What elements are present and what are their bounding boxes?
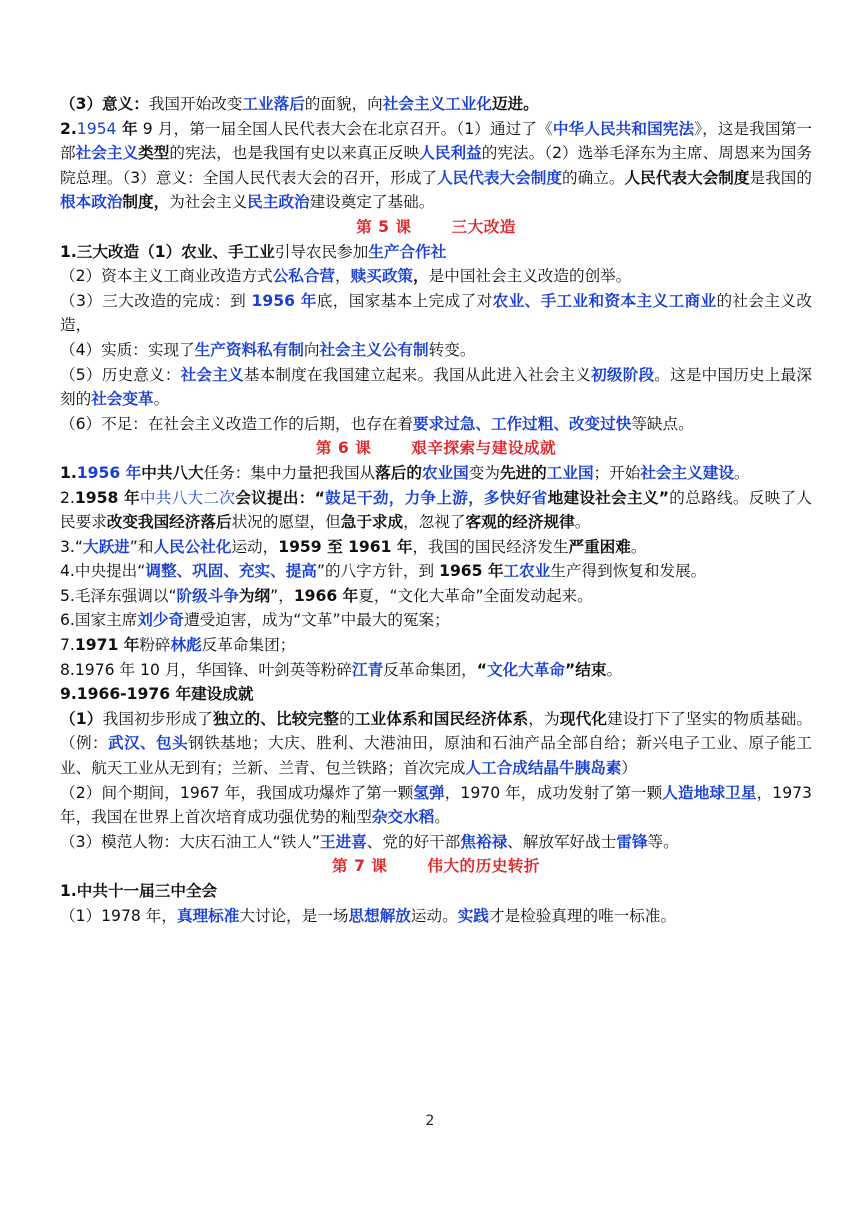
paragraph xyxy=(60,412,812,437)
text-run: 反革命集团， xyxy=(383,660,477,679)
key-term: 农业、手工业和资本主义工商业 xyxy=(492,291,717,310)
key-term: 王进喜 xyxy=(320,832,367,851)
paragraph xyxy=(60,461,812,486)
key-term: 初级阶段 xyxy=(591,365,655,384)
key-term: 工农业 xyxy=(503,562,551,581)
key-term: 社会主义 xyxy=(75,144,139,163)
text-run: 。 xyxy=(434,808,450,827)
key-term: 刘少奇 xyxy=(137,611,185,630)
text-run: 任务：集中力量把我国从 xyxy=(203,463,376,482)
paragraph xyxy=(60,289,812,338)
key-term: 民主政治 xyxy=(247,193,310,212)
text-run: 。 xyxy=(153,390,170,409)
key-term: 农业国 xyxy=(421,463,469,482)
bold-text: 1971 年 xyxy=(74,636,140,655)
text-run: （6）不足：在社会主义改造工作的后期，也存在着 xyxy=(60,414,413,433)
text-run: 为社会主义 xyxy=(169,193,248,212)
text-run: 。 xyxy=(630,537,647,556)
text-run: ，我国的国民经济发生 xyxy=(412,537,569,556)
text-run: 7. xyxy=(60,636,75,655)
paragraph xyxy=(60,584,812,609)
bold-text: 制度， xyxy=(122,193,170,212)
key-term: 思想解放 xyxy=(348,906,411,925)
text-run: 才是检验真理的唯一标准。 xyxy=(488,906,677,925)
bold-text: 地建设社会主义” xyxy=(547,488,670,507)
text-run: 。这是中国历史上最深刻的 xyxy=(60,365,812,409)
text-run: 、党的好干部 xyxy=(366,832,461,851)
text-run: ，1973 年，我国在世界上首次培育成功强优势的籼型 xyxy=(60,783,812,827)
bold-text: 独立的、比较完整 xyxy=(212,709,340,728)
key-term: 社会主义公有制 xyxy=(319,340,429,359)
key-term: 人工合成结晶牛胰岛素 xyxy=(465,759,622,778)
key-term: 人民代表大会制度 xyxy=(437,168,563,187)
text-run: 、解放军好战士 xyxy=(507,832,617,851)
key-term: 真理标准 xyxy=(176,906,240,925)
key-term: 实践 xyxy=(457,906,489,925)
paragraph xyxy=(60,633,812,658)
text-run: 底，国家基本上完成了对 xyxy=(316,291,493,310)
text-run: ， xyxy=(335,267,351,286)
text-run: 粉碎 xyxy=(139,636,171,655)
page-number: 2 xyxy=(425,1113,435,1129)
key-term: 氢弹 xyxy=(413,783,445,802)
paragraph xyxy=(60,904,812,929)
bold-text: 严重困难 xyxy=(568,537,631,556)
paragraph xyxy=(60,658,812,683)
text-run: （1）1978 年， xyxy=(60,906,177,925)
text-run: （3）三大改造的完成：到 xyxy=(60,291,252,310)
key-term: 根本政治 xyxy=(60,193,123,212)
text-run: 的社会主义改造， xyxy=(60,291,812,335)
lesson-title: 艰辛探索与建设成就 xyxy=(411,439,557,458)
key-term: 林彪 xyxy=(170,636,202,655)
text-run: 的宪法，也是我国有史以来真正反映 xyxy=(169,144,420,163)
text-run: 状况的愿望，但 xyxy=(231,513,341,532)
key-term: 文化大革命 xyxy=(487,660,566,679)
key-term: 鼓足干劲，力争上游，多快好省 xyxy=(324,488,548,507)
text-run: 反革命集团； xyxy=(201,636,296,655)
text-run: 。 xyxy=(574,513,591,532)
bold-text: 1966 年 xyxy=(293,586,359,605)
text-run: 等。 xyxy=(647,832,679,851)
key-term: 江青 xyxy=(352,660,384,679)
text-run: 生产得到恢复和发展。 xyxy=(550,562,707,581)
paragraph xyxy=(60,240,812,265)
key-term: 社会主义 xyxy=(180,365,244,384)
text-run: 是我国的 xyxy=(749,168,812,187)
text-run: 的确立。 xyxy=(562,168,625,187)
bold-text: 先进的 xyxy=(499,463,547,482)
key-term: 中华人民共和国宪法 xyxy=(552,119,695,138)
paragraph xyxy=(60,338,812,363)
lesson-number: 第 7 课 xyxy=(331,857,388,876)
text-run: ） xyxy=(621,759,638,778)
text-run: 6.国家主席 xyxy=(60,611,138,630)
bold-text: 1.中共十一届三中全会 xyxy=(60,882,218,900)
bold-text: （1） xyxy=(60,709,103,728)
text-run: 的面貌，向 xyxy=(304,95,383,113)
text-run: 钢铁基地；大庆、胜利、大港油田，原油和石油产品全部自给；新兴电子工业、原子能工业、航天工业从无到有；兰新、兰青、包兰铁路；首次完成 xyxy=(60,734,812,778)
lesson-title: 三大改造 xyxy=(451,217,516,236)
paragraph xyxy=(60,682,812,707)
key-term: 工业国 xyxy=(546,463,594,482)
text-run: （3）模范人物：大庆石油工人“铁人” xyxy=(60,832,320,851)
paragraph xyxy=(60,363,812,412)
text-run: （2）间个期间，1967 年，我国成功爆炸了第一颗 xyxy=(60,783,414,802)
key-term: 武汉、包头 xyxy=(108,734,189,753)
key-term: 雷锋 xyxy=(616,832,648,851)
text-run: 运动。 xyxy=(410,906,458,925)
key-term: 调整、巩固、充实、提高 xyxy=(145,562,317,581)
text-run: 。 xyxy=(606,660,623,679)
text-run: 的宪法。（2）选举毛泽东为主席、周恩来为国务院总理。（3）意义：全国人民代表大会的召开，形成了 xyxy=(60,144,812,187)
bold-text: 客观的经济规律 xyxy=(465,513,575,532)
text-run: 的 xyxy=(339,709,355,728)
text-run: 变为 xyxy=(468,463,500,482)
text-run: 5.毛泽东强调以“ xyxy=(60,586,177,605)
text-run: 向 xyxy=(303,340,320,359)
bold-text: 年 xyxy=(116,119,138,138)
text-run: 等缺点。 xyxy=(631,414,694,433)
bold-text: 会议提出：“ xyxy=(235,488,325,507)
key-term: 生产合作社 xyxy=(368,242,447,261)
key-term: 杂交水稻 xyxy=(371,808,435,827)
key-term: 社会主义工业化 xyxy=(382,95,492,113)
bold-text: ， xyxy=(413,267,429,286)
bold-text: “ xyxy=(476,660,488,679)
key-term: 1956 年 xyxy=(251,291,317,310)
key-term: 人造地球卫星 xyxy=(662,783,757,802)
text-run: 建设打下了坚实的物质基础。（例： xyxy=(60,709,812,753)
bold-text: 9.1966-1976 年建设成就 xyxy=(60,685,254,704)
text-run: 是中国社会主义改造的创举。 xyxy=(428,267,632,286)
text-run: 引导农民参加 xyxy=(274,242,369,261)
text-run: 我国初步形成了 xyxy=(102,709,213,728)
key-term: 1954 xyxy=(76,119,117,138)
paragraph xyxy=(60,781,812,830)
bold-text: ”结束 xyxy=(565,660,607,679)
paragraph xyxy=(60,879,812,904)
lesson-title: 伟大的历史转折 xyxy=(427,857,541,876)
paragraph xyxy=(60,264,812,289)
text-run: 2. xyxy=(60,488,75,507)
lesson-heading xyxy=(60,215,812,240)
key-term: 中共八大二次 xyxy=(139,488,236,507)
key-term: 社会主义建设 xyxy=(640,463,734,482)
bold-text: 落后的 xyxy=(375,463,422,482)
key-term: 阶级斗争 xyxy=(176,586,239,605)
bold-text: 改变我国经济落后 xyxy=(106,513,232,532)
bold-text: 中共八大 xyxy=(141,463,204,482)
text-run: 。 xyxy=(733,463,750,482)
key-term: 大跃进 xyxy=(82,537,130,556)
text-run: ，为 xyxy=(528,709,560,728)
bold-text: 1965 年 xyxy=(439,562,504,581)
key-term: 工业落后 xyxy=(242,95,305,113)
text-run: 运动， xyxy=(231,537,279,556)
text-run: （4）实质：实现了 xyxy=(60,340,195,359)
text-run: 转变。 xyxy=(428,340,476,359)
text-run: ；开始 xyxy=(593,463,641,482)
text-run: 我国开始改变 xyxy=(148,95,243,113)
key-term: 公私合营 xyxy=(272,267,336,286)
bold-text: 1959 至 1961 年 xyxy=(278,537,413,556)
text-run: ”的八字方针，到 xyxy=(316,562,440,581)
paragraph xyxy=(60,535,812,560)
paragraph xyxy=(60,117,812,215)
text-run: 8.1976 年 10 月，华国锋、叶剑英等粉碎 xyxy=(60,660,352,679)
bold-text: 1958 年 xyxy=(74,488,140,507)
text-run: 大讨论，是一场 xyxy=(239,906,349,925)
bold-text: 现代化 xyxy=(559,709,608,728)
lesson-heading xyxy=(60,436,812,461)
bold-text: （3）意义： xyxy=(60,95,149,113)
text-run: ，忽视了 xyxy=(403,513,466,532)
key-term: 要求过急、工作过粗、改变过快 xyxy=(412,414,632,433)
bold-text: 急于求成 xyxy=(340,513,404,532)
bold-text: 1. xyxy=(60,463,77,482)
key-term: 1956 年 xyxy=(76,463,142,482)
bold-text: 2. xyxy=(60,119,77,138)
key-term: 焦裕禄 xyxy=(460,832,508,851)
text-run: ，1970 年，成功发射了第一颗 xyxy=(444,783,663,802)
key-term: 人民利益 xyxy=(419,144,482,163)
key-term: 赎买政策 xyxy=(350,267,414,286)
paragraph xyxy=(60,559,812,584)
bold-text: 工业体系和国民经济体系 xyxy=(354,709,529,728)
paragraph xyxy=(60,707,812,781)
paragraph xyxy=(60,608,812,633)
key-term: 生产资料私有制 xyxy=(194,340,304,359)
paragraph xyxy=(60,830,812,855)
text-run: 遭受迫害，成为“文革”中最大的冤案； xyxy=(184,611,450,630)
paragraph xyxy=(60,486,812,535)
text-run: ”， xyxy=(270,586,294,605)
text-run: 的总路线。反映了人民要求 xyxy=(60,488,812,532)
text-run: 4.中央提出“ xyxy=(60,562,146,581)
bold-text: 1.三大改造（1）农业、手工业 xyxy=(60,242,275,261)
lesson-heading xyxy=(60,854,812,879)
bold-text: 迈进。 xyxy=(491,95,539,113)
text-run: 9 月，第一届全国人民代表大会在北京召开。（1）通过了《 xyxy=(137,119,553,138)
bold-text: 为纲 xyxy=(238,586,271,605)
key-term: 社会变革 xyxy=(91,390,154,409)
text-run: （2）资本主义工商业改造方式 xyxy=(60,267,273,286)
text-run: ”和 xyxy=(129,537,154,556)
text-run: 夏，“文化大革命”全面发动起来。 xyxy=(358,586,593,605)
lesson-number: 第 6 课 xyxy=(315,439,372,458)
text-run: 》，这是我国第一部 xyxy=(60,119,812,163)
lesson-number: 第 5 课 xyxy=(356,217,412,236)
paragraph xyxy=(60,92,812,117)
text-run: （5）历史意义： xyxy=(60,365,181,384)
text-run: 建设奠定了基础。 xyxy=(309,193,435,212)
bold-text: 类型 xyxy=(138,144,170,163)
bold-text: 人民代表大会制度 xyxy=(624,168,750,187)
document-body xyxy=(60,92,812,928)
text-run: 基本制度在我国建立起来。我国从此进入社会主义 xyxy=(243,365,592,384)
text-run: 3.“ xyxy=(60,537,83,556)
key-term: 人民公社化 xyxy=(153,537,232,556)
